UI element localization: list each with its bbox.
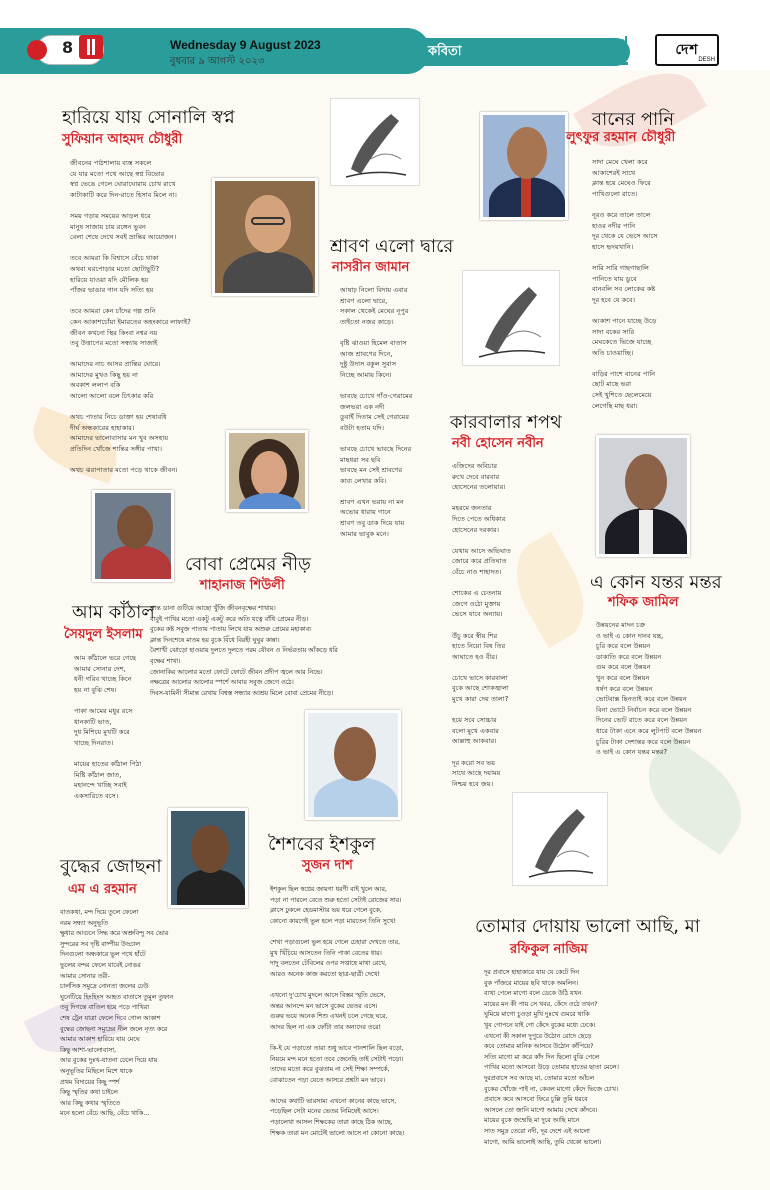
poem-title: শৈশবের ইশকুল: [268, 834, 376, 855]
poem-title: বোবা প্রেমের নীড়: [185, 554, 311, 575]
poem-title: তোমার দোয়ায় ভালো আছি, মা: [475, 916, 700, 937]
poem-title: বুদ্ধের জোছনা: [60, 856, 162, 877]
poem-author: নবী হোসেন নবীন: [452, 436, 544, 451]
author-photo: [480, 112, 568, 220]
section-title: কবিতা: [428, 44, 462, 59]
page-number: 8: [62, 38, 74, 57]
poem-author: সুজন দাশ: [302, 858, 353, 873]
poem-body: আষাঢ় নিলো বিদায় এবার শ্রাবণ এলো দ্বারে, সকাল থেকেই মেঘের নূপুর তাইতো নজর কাড়ে। বৃষ্টি ঝাওয়া হিমেল বাতাস আজ শ্রাবণের দিনে, দুষ্টু উদাস বকুল সুবাস নিচ্ছে আমায় কিনে। ভাবছে চোখে গাঁও-গেরামের জলভরা এক নদী ডুবাইঁ দিতাম সেই গেরামের বউটা হতাম যদি। ভাবছে চোখে ভাবছে দিনের মাছধরা সব ছবি ভাবছে মন সেই শ্রাবণের কাব্য লেখার কবি। শ্রাবণ এখন ভরায় না মন অভোর ধারায় গানে শ্রাবণ তবু ডাক দিয়ে যায় আমার ভাবুক মনে।: [340, 286, 413, 538]
date-bangla: বুধবার ৯ আগস্ট ২০২৩: [170, 56, 265, 67]
poem-title: হারিয়ে যায় সোনালি স্বপ্ন: [62, 107, 235, 128]
poem-body: শ্রান্ত ডানা গুটিয়ে আছো খুঁজি জীবনবৃক্ষের শাখায়। বাবুই পাখির মতো একটু একটু করে অতি যত্নে বাঁধি প্রেমের নীড়। বুকের কষ্ট সবুজ পাতায় পাতায় লিখে যায় অশুরু প্রেমের মহাকাব্য ক্লান্ত দিনশেষে মাতম হয় বুকে বিঁধে বিরহী ঘুঘুর কান্না। বৈশাখী ঝোড়ো হাওয়ায় দুলতে দুলতে পরম যৌবন ও নির্ভরতায় আঁকড়ে ধরি বৃক্ষের শাখা। জোনাকির আলোর মতো ফোটে ফোটে জীবন প্রদীপ জ্বলে আর নিভে। নক্ষত্রের আলোর আলোর স্পর্শে আবার সবুজ জেগে ওঠে। দিবস-যামিনী সীমান্ত রেখায় বিশ্বস্ত সন্ধ্যার আশ্রয় মিলে বোবা প্রেমের নীড়ে।: [150, 605, 338, 697]
poem-body: সাদা মেঘে খেলা করে আকাশেরই সাথে ক্লান্ত হয়ে মেঘেও ফিরে পাখিগুলো রাতে। নূরও করে তালে তালে হাওর নদীর পানি দূর থেকে যে ভেসে আসে হাসে হৃদয়খানি। সারি সারি গাছগাছালি পানিতে যায় ডুবে বানবলি সব লোকের কষ্ট দূর হবে যে কবে। আকাশ পানে যাচ্ছে উড়ে সাদা বকের সারি মেঘকেতে ভিজে যাচ্ছে অতি চাওয়াচ্ছি। বাড়ির পাশে বানের পানি ছোট মাছে ভরা সেই খুশিতে ছেলেমেয়ে লেগেছি মাছ ধরা।: [592, 158, 658, 410]
poem-body: বাতকথা, মন্দ দিয়ে তুলে ফেলো নরম সন্ধ্যা অনুভূতি ক্ষুধার আগুনে সিদ্ধ করে অশ্রুবিন্দু সব ভোর সুন্দরের সব দৃষ্টি বাষ্পীয় উড্ডাল দিনগুলো অন্ধকারে ভুল পথে হাঁটে ভুলের বন্দর ফেলে যাবেই নোঙর আমার সোনার তরী- চার্লসিক সমুদ্রে নোনতা জলের ঢেউ ঘুনেটিয়ে হিংহিংস আহত বাতাসে তুমুল তুফান তবু দিগন্তে বাতিল হয়ে পড়ে পাখিরা শেষ ট্রেন যাত্রা ফেলে দিবে গোল আকাশ বুদ্ধের জোছনা সমুদ্রের নীল জলে নৃত্য করে আমার আকাশ হারিয়ে যায় মেঘে কিছু আশা-ভালোবাসা, আর বুকের দুঃখ-যাতনা ঢেলে দিয়ে যায় অনুভূতির মিছিলে মিশে থাকে প্রথম বিদায়ের কিছু স্পর্শ কিছু স্মৃতির কথা চাইলে আর কিছু কথার স্মৃতিতে মনে হলো বেঁচে আছি, বেঁচে থাকি...: [60, 909, 174, 1118]
poem-title: কারবালার শপথ: [450, 412, 562, 433]
poem-author: শাহানাজ শিউলী: [200, 578, 285, 593]
poem-body: আম কাঁঠালে ভরে গেছে আমার সোনার দেশ, ধনী গরিব খাচ্ছে কিনে হয় না বুঝি শেষ। পাকা আমের মধুর রসে ধানকাটি ভাত, দুধ মিশিয়ে মুখটি করে খাচ্ছে দিনরাত। মায়ের হাতের কাঁঠাল পিঠা মিষ্টি কাঁঠাল জাত, মহানন্দে খাচ্ছি সবাই একসারিতে বসে।: [74, 654, 142, 800]
pen-illustration: [462, 270, 560, 366]
author-photo: [305, 710, 401, 820]
author-photo: [226, 430, 308, 512]
poem-author: সুফিয়ান আহমদ চৌধুরী: [62, 132, 183, 147]
red-dot-icon: [27, 40, 47, 60]
author-photo: [596, 435, 690, 557]
poem-author: এম এ রহমান: [68, 882, 137, 897]
author-photo: [92, 490, 174, 582]
statue-of-liberty-icon: [610, 34, 634, 66]
poem-author: সৈয়দুল ইসলাম: [64, 627, 143, 642]
page-header: [0, 0, 770, 70]
poem-body: ইশকুল ছিল স্বপ্নের জায়গা ধরণী বাই খুলে আর, পড়া না পারলে বেতে শুরু হতো সেটাই রোজের সার। ক্লাসে ঢুকলে হেডমাস্টার ভয় ধরে গেলে বুকে, কোনো কারণেই ভুল হলে পড়া মারতেন তিনি সুখে! শেখা পড়াগুলো ভুল হয়ে গেলে চেহারা দেখতে তার, মুখ খিঁচিয়ে আসতেন তিনি পাকা বেতের ধার। দাদু বলতেন টেবিলের ওপর সপ্তাহে মাথা রেখে, আরও অনেক কাজ করতো ছাত্র-ছাত্রী দেখে! এখনো দু'চোখ মুদলে আসে বিস্তর স্মৃতি ভেসে, অন্তর আনন্দে মন ভাসে বুকের ভেতর এসে। গুরুর ভয়ে অনেক শিশু এখনই চলে গেছে ঘরে, আদর ছিল না এক ফোঁটা তার অন্যদের তরে! কি-ই যে পড়াতো তারা শুধু ভাবে পানশালি ছিল বড়ো, নিয়মে মন্দ মনে হতো তবে জেনেছি তাই সেটাই পড়ো। তাদের মতো করে বুঝতাম না সেই শিক্ষা সম্পর্কে, বোঝাতেন পড়া যেতে আসরে প্রশ্নটা মন ভাবে। আদের কথাটি ভারসাম্য এখনো কানের কাছে ভাসে, পড়েছিল সেটা মনের ভেতর নিমিষেই আসে। পড়ালেখা আসল শিক্ষকের তারা কাছে ঠিক আছে, শিক্ষক তারা মন মোটেই ভালো আসে না কোনো কাছে।: [270, 886, 405, 1137]
poem-author: লুৎফুর রহমান চৌধুরী: [566, 130, 676, 145]
poem-author: শফিক জামিল: [608, 595, 679, 610]
poem-title: আম কাঁঠাল: [72, 602, 155, 623]
newspaper-logo-icon: [79, 35, 103, 59]
poem-author: নাসরীন জামান: [332, 260, 410, 275]
desh-logo: দেশ DESH: [655, 34, 719, 66]
poem-body: এজিদের অবিচার রুখে দেবে বারবার হোসেনের তলোয়ার। মহরমে জনতার দিতে পেতে অধিকার হোসেনের দরকার। যেথায় আসে অভিঘাত জোরে করে প্রতিঘাত বেঁচে নাও শাহাদত। শোকের এ চেতনায় জেগে ওঠো মুক্তায় ভেসে যাবে অন্যায়। উঁচু করে স্বীয় শির হাতে নিয়ো বিষ তির আঘাতে হও বীর। চোখে ভাসে কারবালা বুকে আছে শোকজ্বালা মুখে কারা দেয় তালা? হয়ে সবে সোচ্চার বলো মুখে একবার আল্লাহু আকবার। দূর করো সব ভয় সাথে আছে দয়াময় নিশ্চয় হবে জয়।: [452, 462, 511, 788]
date-english: Wednesday 9 August 2023: [170, 38, 321, 52]
poem-title: বানের পানি: [592, 109, 675, 130]
poem-author: রফিকুল নাজিম: [510, 942, 588, 957]
poem-body: উন্নয়নের মাদন চক্র ও ভাই এ কোন দানব যন্ত্র, চুরি করে বলে উন্নয়ন ডাকাতি করে বলে উন্নয়ন গুম করে বলে উন্নয়ন খুন করে বলে উন্নয়ন ধর্ষণ করে বলে উন্নয়ন ভোটবাক্স ছিনতাই করে বলে উন্নয়ন বিনা ভোটে নির্বাচন করে বলে উন্নয়ন দিনের ভোট রাতে করে বলে উন্নয়ন ধারে টাকা এনে করে লুটপাট বলে উন্নয়ন চুরির টাকা দেশান্তর করে বলে উন্নয়ন ও ভাই এ কোন যন্তর মন্তর?: [596, 621, 702, 757]
poem-body: জীবনের পাঠশালায় ব্যস্ত সকলে যে যার মতো পথে আছে স্বপ্ন বিভোর স্বপ্ন ভেঙে গেলে ঘোরাঘোরায় চোখ রাখে কাটাকাটি করে দিন-রাতে হিসাব মিলে না। সময় গড়ায় সময়ের আড়ল ধরে মানুষ সাজায় চায় রঙ্গেন ভুবন বেলা শেষে দেখে সবই ভ্রান্তির আয়োজন। তবে আমরা কি বিশ্বাসে বেঁচে থাকা অথবা ঘরপোড়ার মতো ছোটাছুটি? হারিয়ে যাওয়া যদি মৌলিক হয় পাঁজর ভাঙার গান যদি সত্যি হয় তবে আমরা কেন চাঁদের গল্প শুনি কেন আকাশচোঁয়া ইমারতের অহংকারে লাফাই? জীবন কখনো স্থির কিংবা নশ্বর নয় তবু উত্তাপের মতো সন্ধ্যায় সাজাই আমাদের নাচ আসর প্রান্তির ঘোরে। আমাদের মুখও কিছু হয় না অবকাশ ললাপ বকি আলো আলো বলে চিৎকার করি অথচ পাতার নিচে ডাক্তা হয় শেষাবধি দীর্ঘ অন্ধকারের হাহাকার। আমাদের ভালোবাসার মন খুব অসহায় প্রতিদিন খোঁজে শান্তির সঙ্গীর পাখা। অথচ ঝরাপাতার মতো পড়ে থাকে জীবন।: [70, 159, 191, 475]
section-strip: [300, 38, 630, 66]
author-photo: [168, 808, 248, 908]
poem-body: দূর প্রবাসে হাহাকারে যায় যে কেটে দিন বুক পাঁজরে মায়ের ছবি থাকে অমলিন। ব্যথা পেলে মাগো বলে ডেকে উঠি যখন মায়ের মন কী পায় সে খবর, কেঁদে ওঠে তখন? ঘুমিয়ে মাগো চুওড়া মুখি দুঃখে গুমরে থাকি খুব গোপনে যাই গো কেঁদে বুকের মধ্যে ঢেকে। এখনো কী সকাল দুপুরে উঠোন রোদে ছেড়ে কবে তোমার মানিক আসবে উঠোন কাঁপিয়ে? সত্যি মাগো মা করে কাঁদ দিন ছিলো বুঝি পেলে পাখির মতো আসবো উড়ে তোমার হাতের ছাতা মেলে। দুরপ্রবাসে সব আছে মা, তোমার মতো আঁচল বুকের খোঁজে পাই না, কেবল মাগো কেঁদে ভিজে চোখ। প্রবাসে কবে আসবো ফিরে চুল্লি তুমি ধরবে আসলে তো জানি মাগো আমায় দেখে কাঁদবে। মায়ের বুকে জন্মেছি মা দুরে আছি মানে সাত সমুদ্র তেরো নদী, দূর দেশে এই আলো মাগো, আমি ভালোই আছি, তুমি থেকো ভালো।: [484, 969, 619, 1146]
leaf-decoration: [499, 532, 601, 649]
author-photo: [212, 178, 318, 296]
poem-title: এ কোন যন্তর মন্তর: [590, 572, 722, 593]
pen-illustration: [512, 792, 608, 886]
poem-title: শ্রাবণ এলো দ্বারে: [330, 236, 454, 257]
pen-illustration: [330, 98, 420, 186]
